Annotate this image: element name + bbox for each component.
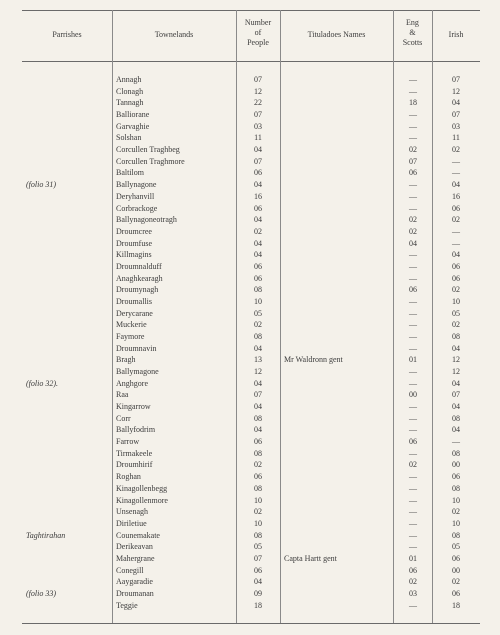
number-cell: 07 [254, 156, 262, 166]
irish-cell: 06 [452, 472, 460, 482]
towneland-cell: Droumallis [116, 296, 152, 306]
number-cell: 04 [254, 250, 262, 260]
eng-scotts-cell: — [409, 308, 417, 318]
number-cell: 06 [254, 168, 262, 178]
eng-scotts-cell: — [409, 530, 417, 540]
towneland-cell: Corcullen Traghmore [116, 156, 185, 166]
eng-scotts-cell: 04 [409, 238, 417, 248]
towneland-cell: Muckerie [116, 320, 147, 330]
irish-cell: — [452, 238, 460, 248]
eng-scotts-cell: 02 [409, 226, 417, 236]
eng-scotts-cell: 02 [409, 145, 417, 155]
number-cell: 07 [254, 553, 262, 563]
irish-cell: 12 [452, 86, 460, 96]
towneland-cell: Mahergrane [116, 553, 155, 563]
header-townelands: Townelands [154, 30, 194, 39]
irish-cell: 06 [452, 203, 460, 213]
header-rule [22, 61, 480, 62]
number-cell: 04 [254, 378, 262, 388]
towneland-cell: Roghan [116, 472, 141, 482]
towneland-cell: Clonagh [116, 86, 144, 96]
eng-scotts-cell: 01 [409, 553, 417, 563]
eng-scotts-cell: — [409, 343, 417, 353]
irish-cell: 02 [452, 215, 460, 225]
eng-scotts-cell: 02 [409, 215, 417, 225]
number-cell: 04 [254, 425, 262, 435]
eng-scotts-cell: — [409, 425, 417, 435]
column-divider [112, 10, 113, 623]
number-cell: 08 [254, 448, 262, 458]
number-cell: 07 [254, 75, 262, 84]
irish-cell: 07 [452, 75, 460, 84]
towneland-cell: Faymore [116, 332, 145, 341]
irish-cell: — [452, 226, 460, 236]
eng-scotts-cell: — [409, 495, 417, 505]
irish-cell: 06 [452, 273, 460, 283]
irish-cell: 06 [452, 588, 460, 598]
eng-scotts-cell: — [409, 320, 417, 330]
number-cell: 18 [254, 600, 262, 610]
irish-cell: 05 [452, 542, 460, 552]
titulado-cell: Capta Hartt gent [284, 553, 337, 563]
irish-cell: 04 [452, 402, 460, 411]
towneland-cell: Killmagins [116, 250, 152, 260]
towneland-cell: Unsenagh [116, 507, 148, 517]
towneland-cell: Garvaghie [116, 121, 150, 131]
irish-cell: — [452, 168, 460, 178]
eng-scotts-cell: 06 [409, 565, 417, 575]
towneland-cell: Droumhirif [116, 460, 153, 470]
number-cell: 04 [254, 343, 262, 353]
irish-cell: 12 [452, 355, 460, 365]
number-cell: 05 [254, 542, 262, 552]
number-cell: 02 [254, 320, 262, 330]
number-cell: 09 [254, 588, 262, 598]
eng-scotts-cell: — [409, 86, 417, 96]
towneland-cell: Corr [116, 413, 131, 423]
eng-scotts-cell: — [409, 507, 417, 517]
towneland-cell: Derycarane [116, 308, 153, 318]
eng-scotts-cell: 03 [409, 588, 417, 598]
number-cell: 08 [254, 483, 262, 493]
irish-cell: 02 [452, 577, 460, 587]
number-cell: 08 [254, 530, 262, 540]
towneland-cell: Ballynagone [116, 180, 157, 190]
eng-scotts-cell: — [409, 332, 417, 341]
towneland-cell: Deryhanvill [116, 191, 155, 201]
number-cell: 02 [254, 507, 262, 517]
irish-cell: 02 [452, 320, 460, 330]
irish-cell: — [452, 437, 460, 447]
number-cell: 22 [254, 98, 262, 108]
eng-scotts-cell: — [409, 110, 417, 119]
towneland-cell: Diriletiue [116, 518, 147, 528]
eng-scotts-cell: — [409, 261, 417, 271]
irish-cell: 04 [452, 378, 460, 388]
number-cell: 07 [254, 390, 262, 400]
number-cell: 07 [254, 110, 262, 119]
number-cell: 11 [254, 133, 262, 143]
column-divider [236, 10, 237, 623]
number-cell: 04 [254, 180, 262, 190]
eng-scotts-cell: — [409, 518, 417, 528]
eng-scotts-cell: — [409, 600, 417, 610]
parish-cell: (folio 31) [26, 180, 56, 190]
bottom-rule [22, 623, 480, 624]
towneland-cell: Solshan [116, 133, 142, 143]
eng-scotts-cell: 02 [409, 577, 417, 587]
eng-scotts-cell: — [409, 413, 417, 423]
number-cell: 04 [254, 402, 262, 411]
irish-cell: 06 [452, 261, 460, 271]
number-cell: 02 [254, 460, 262, 470]
towneland-cell: Anaghkearagh [116, 273, 163, 283]
towneland-cell: Raa [116, 390, 129, 400]
parish-cell: (folio 33) [26, 588, 56, 598]
irish-cell: 08 [452, 413, 460, 423]
towneland-cell: Kinagollenmore [116, 495, 168, 505]
header-eng-line: Eng [406, 18, 419, 27]
towneland-cell: Conegill [116, 565, 144, 575]
towneland-cell: Droumcree [116, 226, 152, 236]
number-cell: 02 [254, 226, 262, 236]
header-number-line: Number [244, 18, 272, 27]
eng-scotts-cell: 07 [409, 156, 417, 166]
irish-cell: 10 [452, 495, 460, 505]
towneland-cell: Teggie [116, 600, 138, 610]
towneland-cell: Corcullen Traghbeg [116, 145, 180, 155]
irish-cell: 04 [452, 425, 460, 435]
number-cell: 04 [254, 577, 262, 587]
header-tituladoes: Tituladoes Names [307, 30, 366, 39]
eng-scotts-cell: 06 [409, 437, 417, 447]
number-cell: 04 [254, 145, 262, 155]
towneland-cell: Bragh [116, 355, 136, 365]
parish-cell: Taghtirahan [26, 530, 66, 540]
eng-scotts-cell: — [409, 250, 417, 260]
number-cell: 05 [254, 308, 262, 318]
towneland-cell: Baltilom [116, 168, 144, 178]
towneland-cell: Derikeavan [116, 542, 153, 552]
irish-cell: 08 [452, 332, 460, 341]
towneland-cell: Counemakate [116, 530, 160, 540]
column-divider [432, 10, 433, 623]
irish-cell: — [452, 156, 460, 166]
irish-cell: 04 [452, 98, 460, 108]
irish-cell: 00 [452, 565, 460, 575]
irish-cell: 07 [452, 110, 460, 119]
irish-cell: 08 [452, 530, 460, 540]
irish-cell: 07 [452, 390, 460, 400]
towneland-cell: Droumynagh [116, 285, 159, 295]
irish-cell: 03 [452, 121, 460, 131]
eng-scotts-cell: — [409, 121, 417, 131]
towneland-cell: Droumanan [116, 588, 154, 598]
number-cell: 13 [254, 355, 262, 365]
eng-scotts-cell: — [409, 542, 417, 552]
number-cell: 08 [254, 285, 262, 295]
towneland-cell: Droumnalduff [116, 261, 162, 271]
irish-cell: 04 [452, 180, 460, 190]
eng-scotts-cell: — [409, 191, 417, 201]
irish-cell: 06 [452, 553, 460, 563]
irish-cell: 10 [452, 518, 460, 528]
number-cell: 12 [254, 86, 262, 96]
header-number-line: of [254, 28, 262, 37]
irish-cell: 12 [452, 367, 460, 376]
number-cell: 06 [254, 273, 262, 283]
irish-cell: 00 [452, 460, 460, 470]
towneland-cell: Droumnavin [116, 343, 157, 353]
irish-cell: 18 [452, 600, 460, 610]
eng-scotts-cell: — [409, 367, 417, 376]
eng-scotts-cell: — [409, 448, 417, 458]
eng-scotts-cell: — [409, 296, 417, 306]
column-divider [393, 10, 394, 623]
irish-cell: 10 [452, 296, 460, 306]
towneland-cell: Tannagh [116, 98, 144, 108]
top-rule [22, 10, 480, 11]
towneland-cell: Balliorane [116, 110, 150, 119]
irish-cell: 05 [452, 308, 460, 318]
towneland-cell: Ballyfodrim [116, 425, 156, 435]
towneland-cell: Kingarrow [116, 402, 151, 411]
header-number-line: People [247, 38, 269, 47]
eng-scotts-cell: — [409, 472, 417, 482]
eng-scotts-cell: 06 [409, 168, 417, 178]
eng-scotts-cell: — [409, 203, 417, 213]
eng-scotts-cell: 01 [409, 355, 417, 365]
eng-scotts-cell: — [409, 483, 417, 493]
irish-cell: 02 [452, 145, 460, 155]
eng-scotts-cell: — [409, 75, 417, 84]
irish-cell: 04 [452, 250, 460, 260]
header-number-of-people [236, 18, 280, 48]
number-cell: 04 [254, 215, 262, 225]
eng-scotts-cell: — [409, 378, 417, 388]
eng-scotts-cell: 18 [409, 98, 417, 108]
eng-scotts-cell: — [409, 133, 417, 143]
header-eng-line: Scotts [402, 38, 423, 47]
eng-scotts-cell: 00 [409, 390, 417, 400]
parish-cell: (folio 32). [26, 378, 58, 388]
irish-cell: 08 [452, 448, 460, 458]
header-eng-line: & [409, 28, 416, 37]
number-cell: 16 [254, 191, 262, 201]
number-cell: 10 [254, 296, 262, 306]
eng-scotts-cell: — [409, 180, 417, 190]
irish-cell: 08 [452, 483, 460, 493]
column-divider [280, 10, 281, 623]
eng-scotts-cell: 06 [409, 285, 417, 295]
number-cell: 06 [254, 437, 262, 447]
towneland-cell: Ballynagoneotragh [116, 215, 177, 225]
header-parishes: Parrishes [52, 30, 82, 39]
number-cell: 03 [254, 121, 262, 131]
eng-scotts-cell: — [409, 402, 417, 411]
towneland-cell: Tirmakeele [116, 448, 153, 458]
towneland-cell: Farrow [116, 437, 140, 447]
header-irish: Irish [448, 30, 464, 39]
number-cell: 06 [254, 261, 262, 271]
number-cell: 08 [254, 332, 262, 341]
number-cell: 08 [254, 413, 262, 423]
irish-cell: 11 [452, 133, 460, 143]
irish-cell: 04 [452, 343, 460, 353]
irish-cell: 16 [452, 191, 460, 201]
towneland-cell: Ballymagone [116, 367, 159, 376]
titulado-cell: Mr Waldronn gent [284, 355, 343, 365]
number-cell: 06 [254, 203, 262, 213]
number-cell: 04 [254, 238, 262, 248]
towneland-cell: Droumfuse [116, 238, 152, 248]
towneland-cell: Annagh [116, 75, 142, 84]
header-eng-scotts [393, 18, 432, 48]
irish-cell: 02 [452, 507, 460, 517]
eng-scotts-cell: 02 [409, 460, 417, 470]
towneland-cell: Aaygaradie [116, 577, 153, 587]
towneland-cell: Anghgore [116, 378, 148, 388]
eng-scotts-cell: — [409, 273, 417, 283]
number-cell: 12 [254, 367, 262, 376]
towneland-cell: Corbrackoge [116, 203, 158, 213]
irish-cell: 02 [452, 285, 460, 295]
towneland-cell: Kinagollenbegg [116, 483, 168, 493]
number-cell: 06 [254, 472, 262, 482]
number-cell: 10 [254, 518, 262, 528]
number-cell: 06 [254, 565, 262, 575]
number-cell: 10 [254, 495, 262, 505]
